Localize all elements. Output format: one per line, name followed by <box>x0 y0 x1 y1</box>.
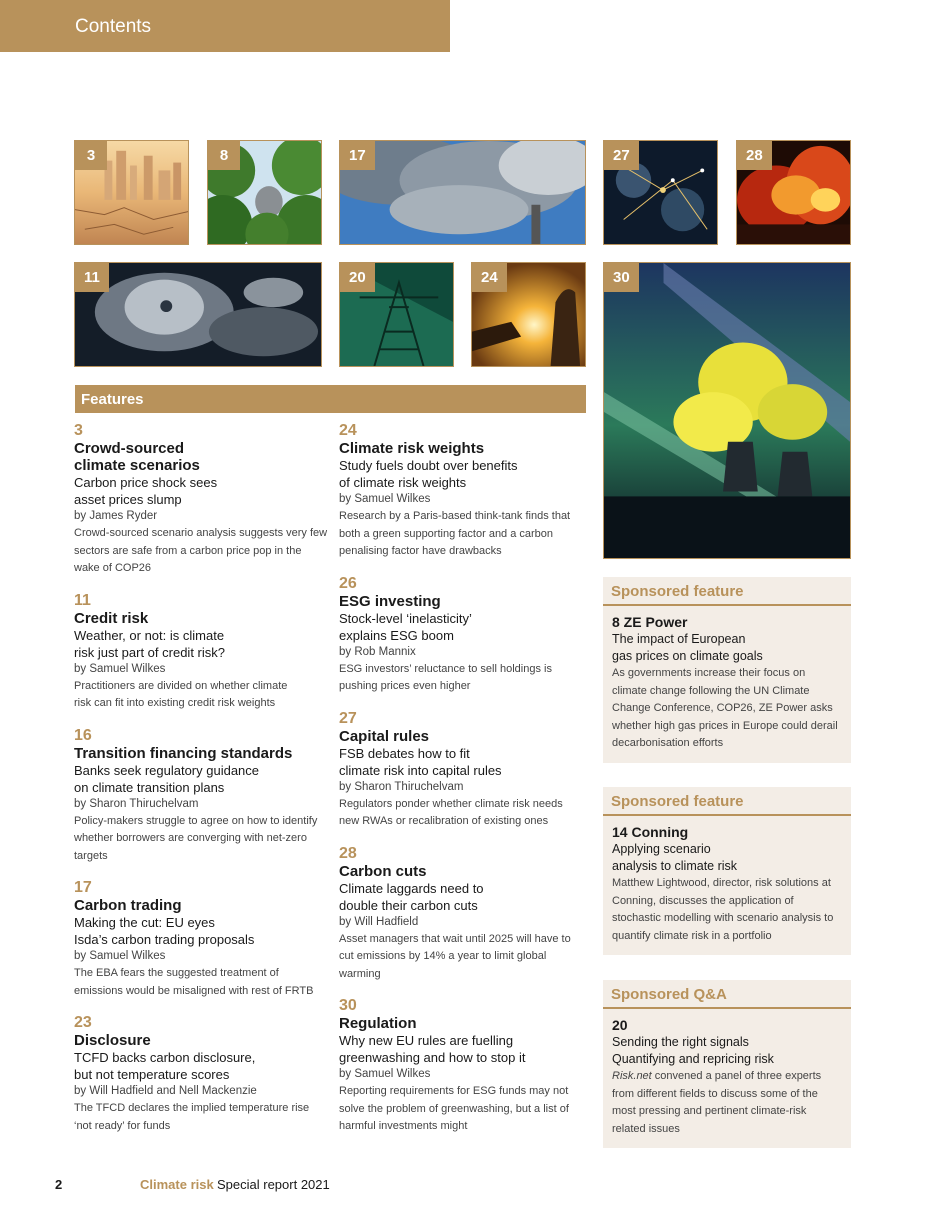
article-description: The TFCD declares the implied temperature rise ‘not ready’ for funds <box>74 1102 310 1132</box>
article-title: Disclosure <box>74 1032 151 1049</box>
sponsored-qa[interactable] <box>603 980 851 1148</box>
sponsored-subtitle: Applying scenario analysis to climate risk <box>612 842 738 873</box>
article-16[interactable] <box>74 727 329 866</box>
article-description: Policy-makers struggle to agree on how to identify whether borrowers are converging with net-zero targets <box>74 814 318 862</box>
sponsored-feature-ze-power[interactable] <box>603 577 851 763</box>
article-subtitle: Stock-level ‘inelasticity’ explains ESG boom <box>339 610 472 643</box>
article-description: Crowd-sourced scenario analysis suggests very few sectors are safe from a carbon price pop in the wake of COP26 <box>74 527 328 574</box>
thumbnail-28[interactable] <box>736 140 851 245</box>
article-subtitle: Banks seek regulatory guidance on climate transition plans <box>74 762 260 795</box>
thumbnail-27[interactable] <box>603 140 718 245</box>
thumbnail-24[interactable] <box>471 262 586 367</box>
article-subtitle: Making the cut: EU eyes Isda’s carbon trading proposals <box>74 915 255 947</box>
sponsored-subtitle: Sending the right signals Quantifying and repricing risk <box>612 1035 774 1066</box>
article-title: Transition financing standards <box>74 744 293 762</box>
article-28[interactable] <box>339 845 584 984</box>
sponsored-description-text: convened a panel of three experts from different fields to discuss some of the most pressing and pertinent climate-risk related issues <box>612 1070 822 1135</box>
article-page-number: 17 <box>74 879 92 896</box>
thumbnail-number: 24 <box>472 263 507 292</box>
article-title: Climate risk weights <box>339 440 485 457</box>
article-byline: by Sharon Thiruchelvam <box>74 797 199 810</box>
features-right-column <box>339 422 584 1150</box>
article-byline: by Will Hadfield <box>339 915 419 928</box>
thumbnail-number: 27 <box>604 141 639 170</box>
article-subtitle: FSB debates how to fit climate risk into capital rules <box>339 745 502 778</box>
article-title: Crowd-sourced climate scenarios <box>74 440 200 474</box>
sponsored-description: Matthew Lightwood, director, risk solutions at Conning, discusses the application of stochastic modelling with scenario analysis to quantify climate risk in a portfolio <box>612 877 834 942</box>
features-label: Features <box>81 391 144 408</box>
article-page-number: 26 <box>339 574 357 592</box>
article-title: Capital rules <box>339 727 430 745</box>
article-24[interactable] <box>339 422 584 561</box>
publication-name: Climate risk <box>140 1177 214 1192</box>
article-description: Regulators ponder whether climate risk needs new RWAs or recalibration of existing ones <box>339 797 563 827</box>
article-description: Reporting requirements for ESG funds may not solve the problem of greenwashing, but a list of harmful investments might <box>339 1085 569 1132</box>
smokestack-clouds-image <box>340 141 585 244</box>
sponsored-heading: Sponsored Q&A <box>603 980 851 1009</box>
article-subtitle: Study fuels doubt over benefits of climate risk weights <box>339 458 518 490</box>
thumbnail-number: 28 <box>737 141 772 170</box>
article-subtitle: Why new EU rules are fuelling greenwashing and how to stop it <box>339 1033 526 1065</box>
sponsored-description <box>612 1068 842 1138</box>
sponsored-subtitle: The impact of European gas prices on climate goals <box>612 632 763 663</box>
hurricane-satellite-image <box>75 263 321 366</box>
article-page-number: 27 <box>339 709 357 727</box>
article-subtitle: TCFD backs carbon disclosure, but not temperature scores <box>74 1050 256 1082</box>
sponsored-description: As governments increase their focus on climate change following the UN Climate Change Conference, COP26, ZE Power asks whether high gas prices in Europe could derail decarbonisation efforts <box>612 667 838 749</box>
article-3[interactable] <box>74 422 329 578</box>
thumbnail-number: 8 <box>208 141 240 170</box>
article-byline: by James Ryder <box>74 510 158 522</box>
features-section-header <box>75 385 586 413</box>
article-byline: by Samuel Wilkes <box>339 1068 431 1080</box>
article-description: The EBA fears the suggested treatment of emissions would be misaligned with rest of FRTB <box>74 967 314 997</box>
article-subtitle: Climate laggards need to double their carbon cuts <box>339 880 484 913</box>
article-11[interactable] <box>74 592 329 713</box>
thumbnail-11[interactable] <box>74 262 322 367</box>
article-27[interactable] <box>339 710 584 831</box>
thumbnail-8[interactable] <box>207 140 322 245</box>
article-title: Credit risk <box>74 609 149 627</box>
thumbnail-number: 3 <box>75 141 107 170</box>
thumbnail-number: 30 <box>604 263 639 292</box>
thumbnail-30[interactable] <box>603 262 851 559</box>
page-number: 2 <box>55 1177 63 1192</box>
article-page-number: 16 <box>74 726 92 744</box>
article-30[interactable] <box>339 997 584 1136</box>
article-description: ESG investors’ reluctance to sell holdings is pushing prices even higher <box>339 662 552 692</box>
thumbnail-3[interactable] <box>74 140 189 245</box>
report-name: Special report 2021 <box>217 1177 330 1192</box>
cooling-towers-image <box>604 263 850 558</box>
article-page-number: 23 <box>74 1014 92 1031</box>
sponsored-source-name: Risk.net <box>612 1070 652 1082</box>
article-23[interactable] <box>74 1014 329 1135</box>
article-page-number: 11 <box>74 591 91 609</box>
sponsored-title: 8 ZE Power <box>612 614 688 630</box>
article-title: Carbon trading <box>74 897 182 914</box>
article-title: Carbon cuts <box>339 862 427 880</box>
thumbnail-number: 17 <box>340 141 375 170</box>
page-title: Contents <box>75 16 152 37</box>
article-subtitle: Carbon price shock sees asset prices slump <box>74 475 218 507</box>
article-byline: by Samuel Wilkes <box>339 493 431 505</box>
article-page-number: 28 <box>339 844 357 862</box>
article-byline: by Samuel Wilkes <box>74 950 166 962</box>
sponsored-title: 20 <box>612 1017 628 1033</box>
sponsored-heading: Sponsored feature <box>603 577 851 606</box>
article-page-number: 3 <box>74 422 83 439</box>
article-26[interactable] <box>339 575 584 696</box>
article-byline: by Samuel Wilkes <box>74 662 166 675</box>
article-byline: by Will Hadfield and Nell Mackenzie <box>74 1085 257 1097</box>
thumbnail-20[interactable] <box>339 262 454 367</box>
thumbnail-number: 11 <box>75 263 109 292</box>
contents-header-bar <box>0 0 450 52</box>
thumbnail-number: 20 <box>340 263 375 292</box>
features-left-column <box>74 422 329 1149</box>
sponsored-title: 14 Conning <box>612 824 689 840</box>
article-17[interactable] <box>74 879 329 1000</box>
article-description: Research by a Paris-based think-tank finds that both a green supporting factor and a carbon penalising factor have drawbacks <box>339 510 571 557</box>
article-page-number: 30 <box>339 997 357 1014</box>
article-description: Practitioners are divided on whether climate risk can fit into existing credit risk weights <box>74 679 288 709</box>
sponsored-feature-conning[interactable] <box>603 787 851 955</box>
article-description: Asset managers that wait until 2025 will have to cut emissions by 14% a year to limit global warming <box>339 932 571 980</box>
article-byline: by Rob Mannix <box>339 645 416 658</box>
article-subtitle: Weather, or not: is climate risk just part of credit risk? <box>74 627 225 660</box>
article-title: ESG investing <box>339 592 441 610</box>
sponsored-heading: Sponsored feature <box>603 787 851 816</box>
article-title: Regulation <box>339 1015 417 1032</box>
article-page-number: 24 <box>339 422 357 439</box>
article-byline: by Sharon Thiruchelvam <box>339 780 464 793</box>
thumbnail-17[interactable] <box>339 140 586 245</box>
